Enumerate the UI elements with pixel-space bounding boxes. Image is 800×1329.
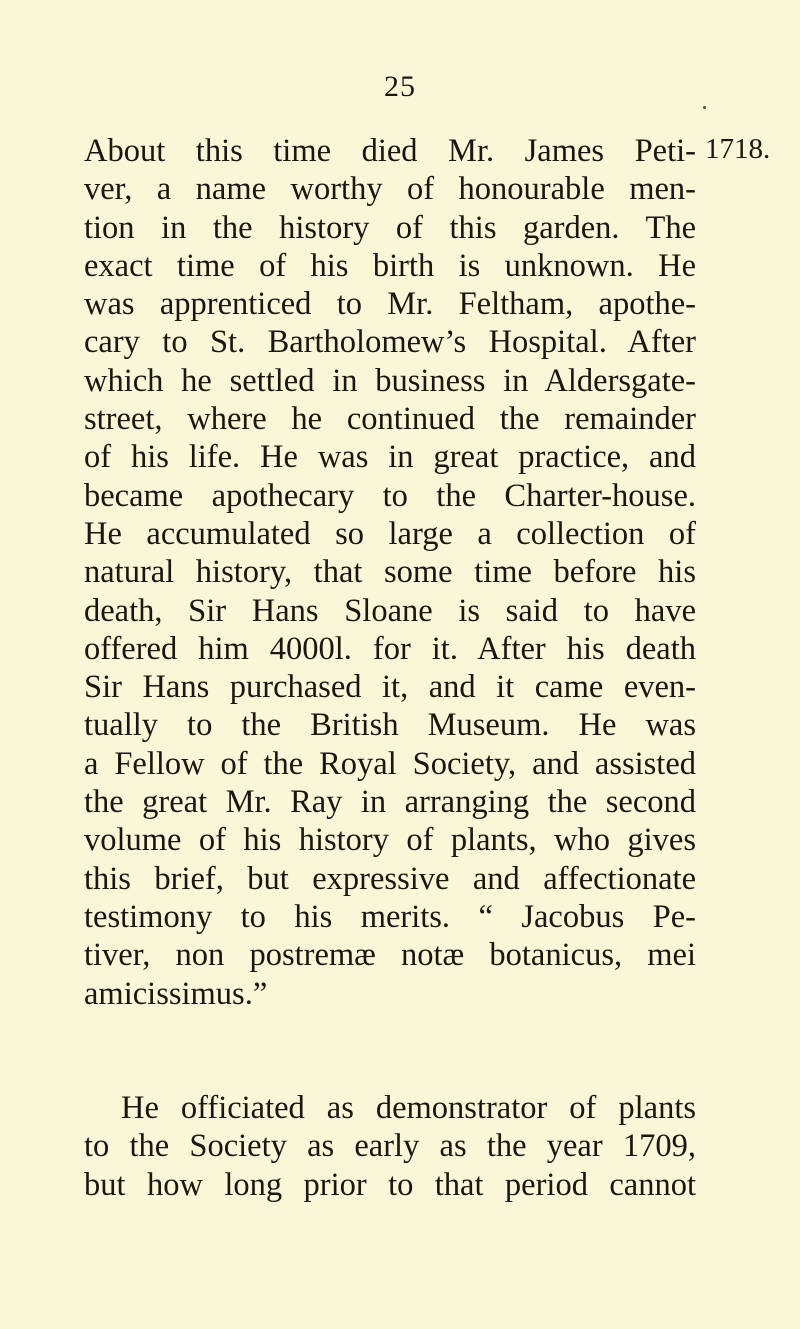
- page-number: 25: [384, 70, 416, 103]
- text-line: testimony to his merits. “ Jacobus Pe-: [84, 898, 696, 935]
- text-line: About this time died Mr. James Peti-: [84, 133, 696, 169]
- margin-year-note: 1718.: [705, 133, 771, 165]
- text-line: tiver, non postremæ notæ botanicus, mei: [84, 937, 696, 974]
- text-line: He accumulated so large a collection of: [84, 515, 696, 552]
- text-line: ver, a name worthy of honourable men-: [84, 171, 696, 208]
- paragraph-demonstrator: [84, 1089, 696, 1204]
- text-line: the great Mr. Ray in arranging the second: [84, 784, 696, 821]
- text-line: of his life. He was in great practice, and: [84, 439, 696, 476]
- text-line: exact time of his birth is unknown. He: [84, 247, 696, 284]
- text-line: tually to the British Museum. He was: [84, 707, 696, 744]
- text-line: a Fellow of the Royal Society, and assisted: [84, 745, 696, 782]
- text-line: which he settled in business in Aldersgate-: [84, 362, 696, 399]
- text-line: death, Sir Hans Sloane is said to have: [84, 592, 696, 629]
- text-line: cary to St. Bartholomew’s Hospital. After: [84, 324, 696, 361]
- text-line: street, where he continued the remainder: [84, 401, 696, 438]
- text-line: became apothecary to the Charter-house.: [84, 477, 696, 514]
- text-line: natural history, that some time before his: [84, 554, 696, 591]
- text-line: offered him 4000l. for it. After his death: [84, 630, 696, 667]
- text-line: this brief, but expressive and affectionate: [84, 860, 696, 897]
- text-line: amicissimus.”: [84, 975, 268, 1012]
- text-line: was apprenticed to Mr. Feltham, apothe-: [84, 286, 696, 323]
- text-line: to the Society as early as the year 1709,: [84, 1128, 696, 1165]
- text-line: He officiated as demonstrator of plants: [121, 1090, 696, 1126]
- ink-speck: [703, 106, 706, 109]
- text-line: but how long prior to that period cannot: [84, 1166, 696, 1203]
- text-line: tion in the history of this garden. The: [84, 209, 696, 246]
- text-line: volume of his history of plants, who gives: [84, 822, 696, 859]
- text-line: Sir Hans purchased it, and it came even-: [84, 669, 696, 706]
- paragraph-pettiver-biography: [84, 132, 696, 1013]
